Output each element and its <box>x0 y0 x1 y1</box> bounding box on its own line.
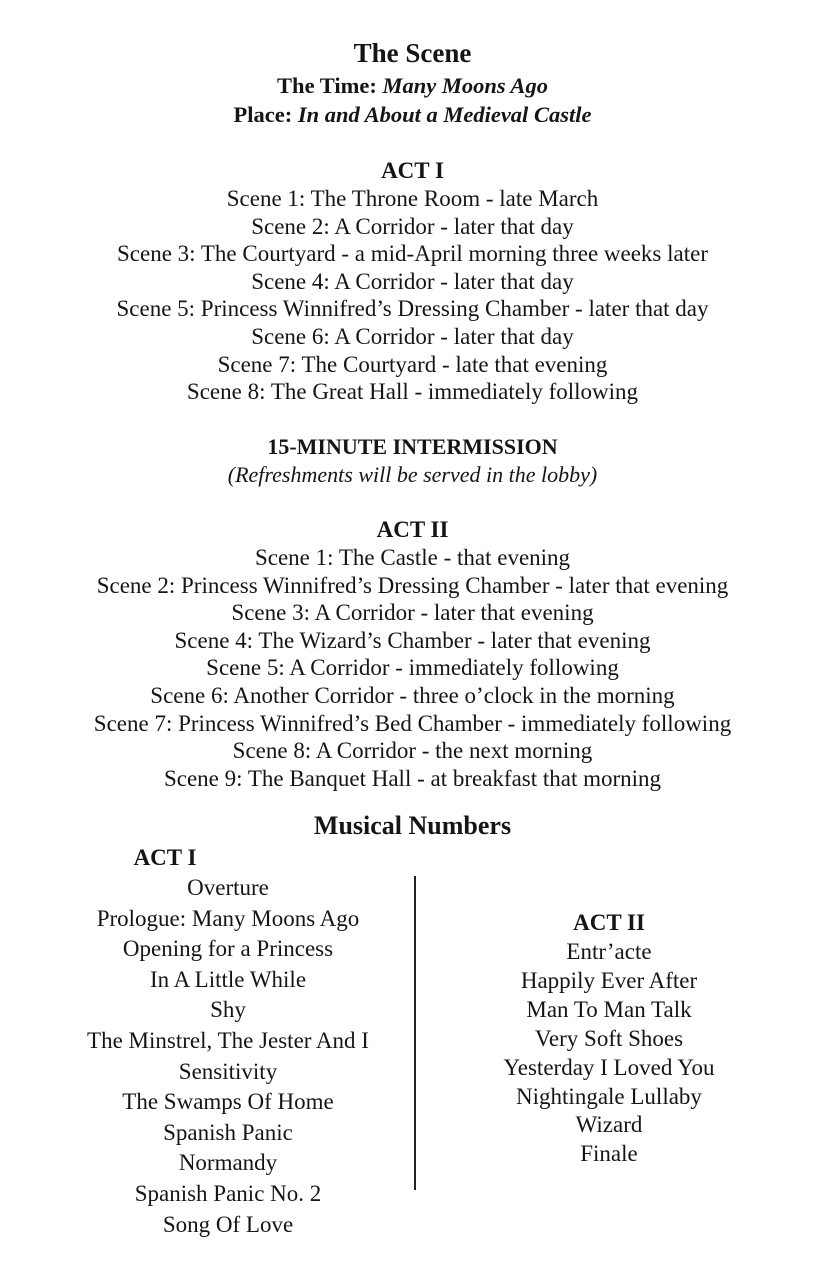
song-item: Normandy <box>178 1150 278 1176</box>
song-item: In A Little While <box>149 966 307 992</box>
column-divider <box>414 876 416 1190</box>
scene-item: Scene 6: Another Corridor - three o’clock in the morning <box>150 682 675 708</box>
scene-item: Scene 1: The Throne Room - late March <box>226 186 599 211</box>
scene-header <box>0 37 825 129</box>
song-item: Wizard <box>575 1112 643 1138</box>
scene-item: Scene 8: A Corridor - the next morning <box>232 738 593 764</box>
song-item: Nightingale Lullaby <box>516 1083 702 1109</box>
act2-song-list <box>434 908 784 1169</box>
song-item: Prologue: Many Moons Ago <box>96 905 360 931</box>
intermission-note: (Refreshments will be served in the lobby) <box>227 462 598 487</box>
time-value: Many Moons Ago <box>382 73 548 98</box>
scene-item: Scene 2: Princess Winnifred’s Dressing Chamber - later that evening <box>96 572 729 598</box>
song-item: Shy <box>210 997 246 1023</box>
song-item: Man To Man Talk <box>526 996 692 1022</box>
act1-scene-list <box>0 157 825 406</box>
song-item: Happily Ever After <box>520 967 698 993</box>
song-item: Spanish Panic No. 2 <box>134 1180 322 1206</box>
song-item: Spanish Panic <box>163 1119 293 1145</box>
scene-item: Scene 1: The Castle - that evening <box>254 545 571 570</box>
time-label: The Time: <box>277 73 383 98</box>
act1-songs-heading: ACT I <box>133 845 197 870</box>
intermission-heading: 15-MINUTE INTERMISSION <box>267 434 558 459</box>
scene-item: Scene 6: A Corridor - later that day <box>251 323 574 349</box>
song-item: Song Of Love <box>162 1211 294 1237</box>
place-value: In and About a Medieval Castle <box>297 102 592 127</box>
musical-numbers-header <box>0 810 825 842</box>
act2-songs-heading: ACT II <box>573 910 645 935</box>
scene-item: Scene 7: Princess Winnifred’s Bed Chamber - immediately following <box>93 710 732 736</box>
time-line <box>0 71 825 100</box>
song-item: Very Soft Shoes <box>534 1025 684 1051</box>
intermission <box>0 433 825 489</box>
song-item: Entr’acte <box>566 939 652 964</box>
scene-item: Scene 7: The Courtyard - late that evening <box>217 351 608 377</box>
act2-scene-list <box>0 516 825 792</box>
scene-item: Scene 8: The Great Hall - immediately following <box>186 379 639 405</box>
place-label: Place: <box>233 102 298 127</box>
scene-item: Scene 5: A Corridor - immediately following <box>206 655 619 681</box>
scene-item: Scene 3: A Corridor - later that evening <box>231 600 594 626</box>
song-item: Sensitivity <box>178 1058 278 1084</box>
song-item: Finale <box>580 1141 638 1167</box>
act2-heading: ACT II <box>376 517 449 542</box>
scene-item: Scene 5: Princess Winnifred’s Dressing Chamber - later that day <box>116 296 709 322</box>
place-line <box>0 100 825 129</box>
scene-item: Scene 3: The Courtyard - a mid-April morning three weeks later <box>116 241 708 267</box>
scene-item: Scene 4: A Corridor - later that day <box>251 268 574 294</box>
scene-item: Scene 2: A Corridor - later that day <box>251 213 574 239</box>
act1-song-list <box>40 843 416 1240</box>
scene-item: Scene 4: The Wizard’s Chamber - later that evening <box>174 627 651 653</box>
musical-numbers-title: Musical Numbers <box>313 811 512 840</box>
scene-item: Scene 9: The Banquet Hall - at breakfast that morning <box>163 765 662 791</box>
song-item: The Minstrel, The Jester And I <box>87 1027 369 1053</box>
act1-heading: ACT I <box>381 158 444 183</box>
scene-title: The Scene <box>353 38 472 68</box>
song-item: The Swamps Of Home <box>122 1089 334 1115</box>
song-item: Yesterday I Loved You <box>503 1054 715 1080</box>
song-item: Overture <box>187 875 269 900</box>
song-item: Opening for a Princess <box>122 936 334 962</box>
